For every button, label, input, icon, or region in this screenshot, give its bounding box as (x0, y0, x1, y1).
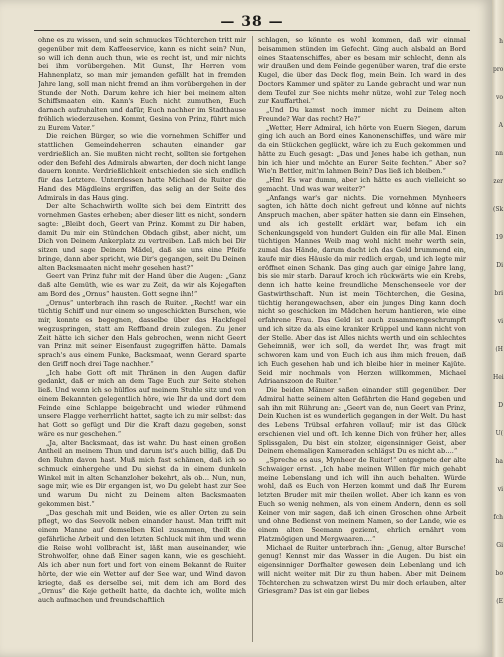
column-divider (252, 36, 253, 642)
adjacent-page-edge (492, 0, 504, 657)
paragraph: Die beiden Männer saßen einander still gegenüber. Der Admiral hatte seinem alten Gefährten die Hand gegeben und sah ihn mit Rührung an: „Geert van de, nun Geert van Prinz, Dein Kuchen ist es wunderlich gegangen in der Welt. Du hast des Lebens Trübsal erfahren vollauf; mir ist das Glück erschienen viel und oft. Ich kenne Dich von früher her, alles Splissgalen, Du bist ein stolzer, eigensinniger Geist, aber Deinem ehemaligen Kameraden schlägst Du es nicht ab….“ (258, 386, 466, 456)
edge-fragment: Hei (493, 374, 504, 381)
page-header (34, 14, 470, 30)
paragraph: „Wetter, Herr Admiral, ich hörte von Euern Siegen, darum ging ich auch an Bord eines Kanonenschiffes, und wäre mir da ein Stückchen geglückt, wäre ich zu Euch gekommen und hätte zu Euch gesagt: „Das und Jenes habe ich gethan, nun bin ich hier und möchte an Eurer Seite fechten.“ Aber so? Wie'n Bettler, mit'm lahmen Bein? Das ließ ich bleiben.“ (258, 123, 466, 176)
edge-fragment: A (498, 122, 503, 129)
paragraph: „Das geschah mit und Beiden, wie es aller Orten zu sein pflegt, wo das Seevolk neben einander haust. Man trifft mit einem Manne auf demselben Kiel zusammen, theilt die gefährliche Arbeit und den letzten Schluck mit ihm und wenn die Reise wohl vollbracht ist, läßt man auseinander, wie Strohwolfer, ohne daß Einer sagen kann, wie es geschieht. Als ich aber nun fort und fort von einem Bekannt de Ruiter hörte, der wie ein Wetter auf der See war, und Wind davon kriegte, daß es derselbe sei, mit dem ich am Bord des „Ornus“ die Keje getheilt hatte, da dachte ich, wollte mich auch aufmachen und freundschaftlich (38, 508, 246, 604)
edge-fragment: vo (495, 94, 503, 101)
paragraph: Der alte Schachwirth wollte sich bei dem Eintritt des vornehmen Gastes erheben; aber dieser litt es nicht, sondern sagte: „Bleibt doch, Geert van Prinz. Kommt zu Dir haben, damit Du mir ein Stündchen Obdach gibst, aber nicht, um Dich von Deinem Ankerplatz zu vertreiben. Laß mich bei Dir sitzen und sage Deinem Mädel, daß sie uns eine Pfeife bringe, dann aber spricht, wie Dir's gegangen, seit Du Deinen alten Backsmaaten nicht mehr gesehen hast?“ (38, 202, 246, 272)
edge-fragment: fch (493, 514, 503, 521)
edge-fragment: h (499, 38, 503, 45)
paragraph: „Spreche es aus, Mynheer de Ruiter!“ entgegnete der alte Schwaiger ernst. „Ich habe meinen Willen für mich gehabt meine Lebenslang und ich will ihn auch behalten. Würde wohl, daß es Euch von Herzen kommt und daß Ihr Eurem letzten Bruder mit mir theilen wollet. Aber ich kann es von Euch so wenig nehmen, als von einem Andern, denn es soll Keiner von mir sagen, daß ich einen Groschen ohne Arbeit und ohne Bedienst von meinem Namen, so der Lande, wie es einem alten Seemann geziemt, ehrlich ernährt vom Platzmögigen und Mergwaaren.…“ (258, 456, 466, 543)
paragraph: Die reichen Bürger, so wie die vornehmen Schiffer und stattlichen Gemeindeherren schauten einander gar verdrießlich an. Sie mußten nicht recht, sollten sie fortgehen oder den Befehl des Admirals abwarten, der doch nicht lange dauern konnte. Verdrießlichkeit entschieden sie sich endlich für das Letztere. Unterdessen hatte Michael de Ruiter die Hand des Mägdleins ergriffen, das selig an der Seite des Admirals in das Haus ging. (38, 132, 246, 202)
paragraph: Geert van Prinz fuhr mit der Hand über die Augen: „Ganz daß alte Gemüth, wie es war zu Zeit, da wir als Kojegaften am Bord des „Ornus“ hausten. Gott segne ihn!“ (38, 272, 246, 298)
edge-fragment: pro (493, 66, 504, 73)
header-rule (34, 30, 470, 31)
edge-fragment: ha (495, 458, 503, 465)
paragraph: Michael de Ruiter unterbrach ihn: „Genug, alter Bursche! genug! Kennst mir das Wasser in die Augen. Du bist ein eigensinniger Dorfhalter gewesen dein Lebenlang und ich will nicht weiter mit Dir zu thun haben. Aber mit Deinem Töchterchen zu schwatzen wirst Du mir doch erlauben, alter Griesgram? Das ist ein gar liebes (258, 543, 466, 596)
edge-fragment: (H (495, 346, 503, 353)
paragraph: „Ich habe Gott oft mit Thränen in den Augen dafür gedankt, daß er mich an dem Tage Euch zur Seite stehen ließ. Und wenn ich so hülflos auf meinem Stuhle sitz und von einem Bekannten gelegentlich höre, wie Ihr da und dort dem Feinde eine Schlappe beigebracht und wieder rühmend unsere Flagge verherrlicht hattet, sagte ich zu mir selbst: das hat Gott so gefügt und Dir die Kraft dazu gegeben, sonst wäre es nur geschehen.“ (38, 368, 246, 438)
edge-fragment: bri (494, 290, 503, 297)
edge-fragment: 19 (495, 234, 503, 241)
edge-fragment: nn (495, 150, 503, 157)
paragraph: schlagen, so könnte es wohl kommen, daß wir einmal beisammen stünden im Gefecht. Ging auch alsbald an Bord eines Staatenschiffes, aber es besam mir schlecht, denn als wir draußen und dem Feinde gegenüber waren, traf die erste Kugel, die über das Deck flog, mein Bein. Ich ward in des Doctors Kammer und später zu Lande gebracht und war nun dem Teufel zur See nichts mehr nütze, wohl zur Teleg noch zur Kauffarthei.“ (258, 36, 466, 106)
paragraph: „Anfangs war's gar nichts. Die vornehmen Mynheers sagten, ich hätte doch nicht gefreut und könne auf nichts Anspruch machen, aber später hatten sie dann ein Einsehen, und als ich gestellt erklärt war, befam ich ein Schenkungsgeld von hundert Gulden ein für alle Mal. Einen tüchtigen Mannes Weib mag wohl nicht mehr werth sein, zumal das Hände, darum dacht ich das Geld brummend ein, kaufe mir dies Häusle da mir redlich ergab, und ich legte mir eröffnet einen Schank. Das ging auch gar einige Jahre lang, bis sie mir starb. Darauf kroch ich rückwärts wie ein Krebs, denn ich hatte keine freundliche Menschenseele vor der Gastwirthschaft. Nun ist mein Töchterchen, die Gesina, tüchtig herangewachsen, aber ein junges Ding kann doch nicht so geschicken im Mädchen herum hantieren, wie eine erfahrene Frau. Das Geld ist auch zusammengeschrumpft und ich sitze da als eine kranker Krüppel und kann nicht von der Stelle. Aber das ist Alles nichts werth und ein schlechtes Geheimniß, wer ich soll, da werdet Ihr, was fragt mit schworen kam und von Euch ich aus ihm mich freuen, daß ich Euch gesehen hab und ich bleibe hier in meiner Kajüte. Seid mir nochmals von Herzen willkommen, Michael Adriaanszoon de Ruiter.“ (258, 193, 466, 386)
edge-fragment: Gi (496, 542, 503, 549)
edge-fragment: D (498, 402, 503, 409)
paragraph: „Hm! Es war dumm, aber ich hätte es auch vielleicht so gemacht. Und was war weiter?“ (258, 176, 466, 193)
edge-fragment: vi (497, 318, 503, 325)
edge-fragment: Di (496, 262, 503, 269)
edge-fragment: bo (495, 570, 503, 577)
edge-fragment: U( (495, 430, 503, 437)
page-number: — 38 — (220, 14, 284, 30)
edge-fragment: zer (493, 178, 503, 185)
edge-fragment: (E (496, 598, 503, 605)
paragraph: „Und Du kamst noch immer nicht zu Deinem alten Freunde? War das recht? He?“ (258, 106, 466, 123)
left-text-column (38, 36, 246, 642)
paragraph: „Ornus“ unterbrach ihn rasch de Ruiter. „Recht! war ein tüchtig Schiff und nur einem so ungeschickten Burschen, wie mir, konnte es begegnen, dasselbe über das Hackfegel wegzuspringen, statt am Reffband drein zulegen. Zu jener Zeit hätte ich sicher den Hals gebrochen, wenn nicht Geert van Prinz mit seiner Eisenfaust zugegriffen hätte. Damals sprach's aus einem Funke, Backsmaat, wenn Gerard sparte den Griff noch drei Tage nachher.“ (38, 298, 246, 368)
edge-fragment: vi (497, 486, 503, 493)
paragraph: ohne es zu wissen, und sein schmuckes Töchterchen tritt mir gegenüber mit dem Kaffeeservice, kann es nicht sein? Nun, so will ich denn auch thun, wie es recht ist, und mir nichts bei ihm vorübergehen. Mit Gunst, Ihr Herren vom Hahnenplatz, so man mir jemanden gefällt hat in fremden Jahre lang, soll man nicht fremd an ihm vorübergehen in der Stunde der Noth. Darum kehre ich hier bei meinem alten Schiffsmaaten ein. Kann's Euch nicht zumuthen, Euch darnach aufzuhalten und dafür, Euch nachher im Stadthause fröhlich wiederzusehen. Kommt, Gesina von Prinz, führt mich zu Eurem Vater.“ (38, 36, 246, 132)
paragraph: „Ja, alter Backsmaat, das ist wahr. Du hast einen großen Antheil an meinem Thun und darum ist's auch billig, daß Du den Ruhm davon hast. Muß mich fast schämen, daß ich so schmuck einhergehe und Du siehst da in einem dunkeln Winkel mit in alten Schanzloher bekehrt, als ob… Nun, nun, sage mir, wie es Dir ergangen ist, wo Du gelebt hast zur See und warum Du nicht zu Deinem alten Backsmaaten gekommen bist.“ (38, 438, 246, 508)
right-text-column (258, 36, 466, 642)
edge-fragment: (Sk (493, 206, 504, 213)
